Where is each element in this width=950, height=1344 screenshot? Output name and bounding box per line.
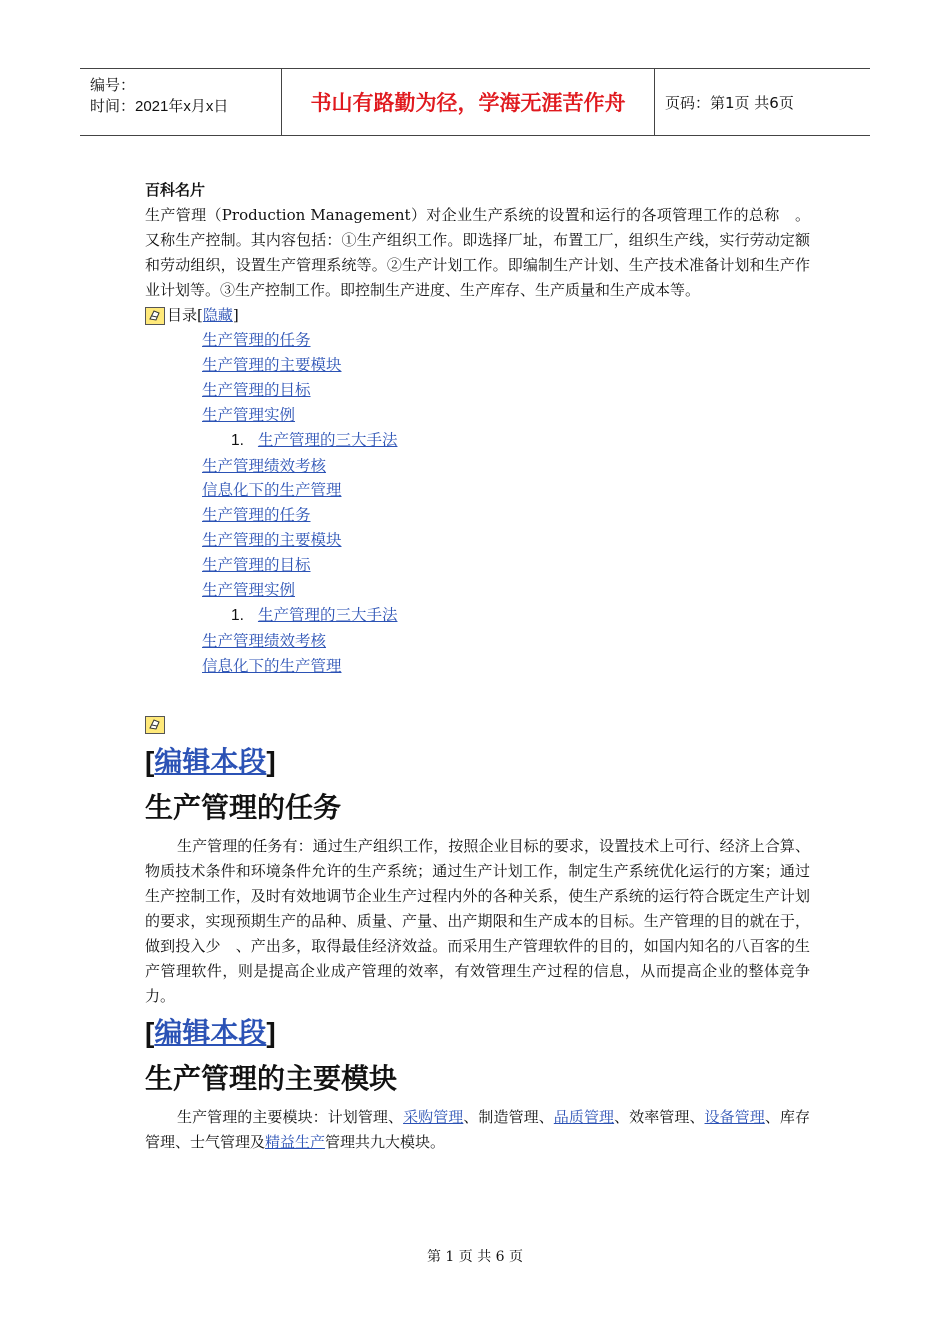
link-equipment-management[interactable]: 设备管理 — [704, 1107, 765, 1126]
toc-item-link[interactable]: 生产管理的主要模块 — [202, 531, 342, 550]
toc-item — [145, 328, 810, 353]
toc-item-link[interactable]: 生产管理的目标 — [202, 380, 311, 399]
toc-item — [145, 353, 810, 378]
toc-item — [145, 629, 810, 654]
section-body — [145, 1105, 810, 1155]
text-run: 生产管理的主要模块：计划管理、 — [177, 1107, 404, 1126]
card-intro: 生产管理（Production Management）对企业生产系统的设置和运行的各项管理工作的总称 。又称生产控制。其内容包括：①生产组织工作。即选择厂址，布置工厂，组织生产线，实行劳动定额和劳动组织，设置生产管理系统等。②生产计划工作。即编制生产计划、生产技术准备计划和生产作业计划等。③生产控制工作。即控制生产进度、生产库存、生产质量和生产成本等。 — [145, 206, 810, 299]
toc-item — [145, 654, 810, 679]
toc-icon — [145, 307, 165, 325]
toc-item-link[interactable]: 信息化下的生产管理 — [202, 656, 342, 675]
toc-item-link[interactable]: 生产管理的目标 — [202, 556, 311, 575]
toc-item — [145, 403, 810, 428]
toc-item — [145, 478, 810, 503]
section-body: 生产管理的任务有：通过生产组织工作，按照企业目标的要求，设置技术上可行、经济上合算、物质技术条件和环境条件允许的生产系统；通过生产计划工作，制定生产系统优化运行的方案；通过生产控制工作，及时有效地调节企业生产过程内外的各种关系，使生产系统的运行符合既定生产计划的要求，实现预期生产的品种、质量、产量、出产期限和生产成本的目标。生产管理的目的就在于，做到投入少 、产出多，取得最佳经济效益。而采用生产管理软件的目的，如国内知名的八百客的生产管理软件，则是提高企业成产管理的效率，有效管理生产过程的信息，从而提高企业的整体竞争力。 — [145, 836, 810, 1005]
header-motto: 书山有路勤为径，学海无涯苦作舟 — [282, 69, 655, 135]
toc-label-close: ] — [232, 306, 239, 324]
toc-item-link[interactable]: 生产管理的任务 — [202, 506, 311, 525]
toc-list — [145, 328, 810, 679]
header-page-number: 页码：第1页 共6页 — [665, 93, 794, 112]
toc-item — [145, 578, 810, 603]
toc-label: 目录[ — [167, 306, 203, 324]
toc-item-link[interactable]: 生产管理的主要模块 — [202, 355, 342, 374]
toc-header — [145, 303, 810, 328]
toc-item — [145, 553, 810, 578]
toc-hide-link[interactable]: 隐藏 — [202, 306, 233, 324]
document-body — [145, 172, 810, 1155]
section-title: 生产管理的主要模块 — [145, 1061, 398, 1095]
page-footer: 第 1 页 共 6 页 — [426, 1249, 524, 1265]
toc-item-link[interactable]: 生产管理实例 — [202, 405, 296, 424]
toc-icon-row — [145, 716, 810, 734]
link-quality-management[interactable]: 品质管理 — [553, 1107, 615, 1126]
edit-section-link[interactable]: 编辑本段 — [154, 745, 267, 777]
text-run: 、制造管理、 — [463, 1107, 554, 1126]
edit-section-2 — [145, 1013, 810, 1053]
link-purchase-management[interactable]: 采购管理 — [403, 1107, 464, 1126]
document-time: 时间：2021年x月x日 — [90, 98, 229, 115]
text-run: 、效率管理、 — [614, 1107, 705, 1126]
toc-item-link[interactable]: 生产管理实例 — [202, 581, 296, 600]
toc-item-link[interactable]: 生产管理绩效考核 — [202, 631, 327, 650]
toc-item — [145, 603, 810, 629]
toc-item-number: 1. — [231, 606, 244, 624]
toc-item-link[interactable]: 生产管理的三大手法 — [257, 430, 398, 449]
section-title: 生产管理的任务 — [145, 790, 342, 824]
text-run: 、库存管理、士气管理及 — [145, 1107, 810, 1151]
card-title: 百科名片 — [145, 181, 206, 199]
edit-bracket-open: [ — [145, 745, 155, 777]
toc-item — [145, 428, 810, 454]
edit-bracket-open: [ — [145, 1016, 155, 1048]
toc-item-link[interactable]: 生产管理绩效考核 — [202, 456, 327, 475]
edit-section-1 — [145, 742, 810, 782]
toc-item — [145, 503, 810, 528]
toc-item-link[interactable]: 生产管理的任务 — [202, 331, 311, 349]
edit-bracket-close: ] — [266, 1016, 276, 1048]
toc-item — [145, 378, 810, 403]
toc-item-link[interactable]: 生产管理的三大手法 — [257, 605, 398, 624]
toc-item — [145, 454, 810, 479]
toc-item-link[interactable]: 信息化下的生产管理 — [202, 481, 342, 500]
toc-icon — [145, 716, 165, 734]
document-number: 编号： — [90, 77, 136, 94]
text-run: 管理共九大模块。 — [325, 1132, 446, 1151]
header-info-cell — [80, 69, 282, 135]
toc-item — [145, 528, 810, 553]
header-table — [80, 68, 870, 136]
link-lean-production[interactable]: 精益生产 — [265, 1132, 326, 1151]
edit-bracket-close: ] — [266, 745, 276, 777]
toc-item-number: 1. — [231, 431, 244, 449]
edit-section-link[interactable]: 编辑本段 — [154, 1016, 267, 1048]
